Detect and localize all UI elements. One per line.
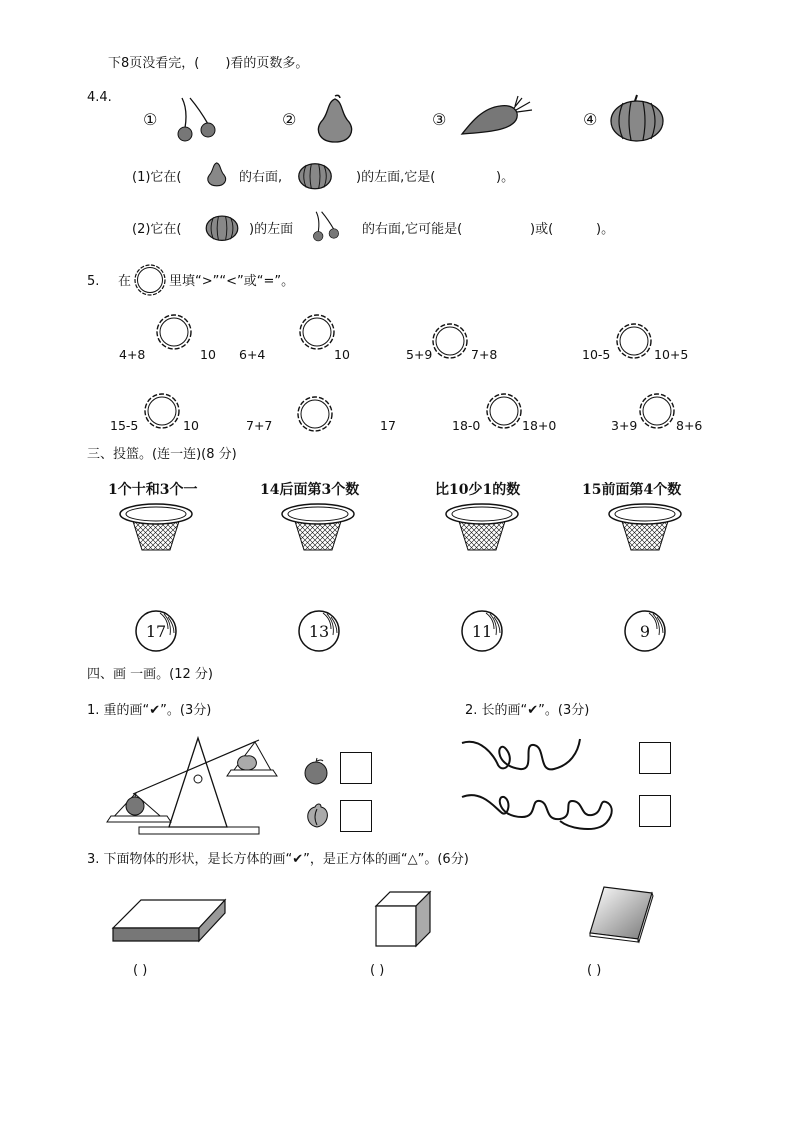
q5-r2-right-4: 8+6 [676,418,703,433]
q5-r2-right-3: 18+0 [522,418,557,433]
answer-paren-2[interactable]: ( ) [370,963,385,978]
answer-box-rope-2[interactable] [639,795,671,827]
answer-circle[interactable] [431,322,469,360]
basket-label-4: 15前面第4个数 [582,482,682,498]
cherry-icon [308,206,342,246]
q5-r1-right-4: 10+5 [654,347,689,362]
ball-11[interactable]: 11 [460,609,504,653]
answer-box-rope-1[interactable] [639,742,671,774]
answer-box-apple[interactable] [340,752,372,784]
top-line: 下8页没看完，( )看的页数多。 [108,56,309,71]
pear-icon [313,92,358,144]
q4-sub1-d: )。 [496,170,515,185]
q5-r1-right-1: 10 [200,347,216,362]
cuboid-icon [111,898,227,944]
q4-sub2-c: 的右面,它可能是( [362,222,463,237]
answer-circle[interactable] [615,322,653,360]
basket-icon[interactable] [444,500,520,552]
sweet-potato-icon [460,94,534,138]
cube-icon [374,890,432,948]
basket-icon[interactable] [118,500,194,552]
answer-circle[interactable] [638,392,676,430]
pumpkin-icon [205,212,239,242]
q5-number: 5. [87,274,100,289]
section4-title: 四、画 一画。(12 分) [87,667,213,682]
q5-r1-left-2: 6+4 [239,347,266,362]
section4-q2: 2. 长的画“✔”。(3分) [465,703,590,718]
q4-sub2-e: )。 [596,222,615,237]
rope-long-icon [460,787,622,833]
answer-circle[interactable] [143,392,181,430]
ball-13[interactable]: 13 [297,609,341,653]
basket-label-1: 1个十和3个一 [108,482,198,498]
q4-sub2-a: (2)它在( [132,222,182,237]
q4-sub1-a: (1)它在( [132,170,182,185]
q5-r2-left-2: 7+7 [246,418,273,433]
pear-icon [205,156,229,190]
basket-icon[interactable] [280,500,356,552]
section3-title: 三、投篮。(连一连)(8 分) [87,447,237,462]
q5-r1-left-3: 5+9 [406,347,433,362]
q5-r2-left-3: 18-0 [452,418,481,433]
q5-r2-left-1: 15-5 [110,418,139,433]
q4-sub2-b: )的左面 [249,222,294,237]
q5-r2-left-4: 3+9 [611,418,638,433]
q5-r1-left-1: 4+8 [119,347,146,362]
q4-sub1-c: )的左面,它是( [356,170,436,185]
answer-circle[interactable] [155,313,193,351]
answer-box-peach[interactable] [340,800,372,832]
answer-circle[interactable] [485,392,523,430]
pumpkin-icon [297,160,333,190]
q5-r1-right-2: 10 [334,347,350,362]
balance-scale-icon [105,734,265,838]
q4-sub1-b: 的右面, [239,170,283,185]
q4-sub2-d: )或( [530,222,554,237]
rope-short-icon [460,735,585,777]
book-icon [586,885,656,943]
q4-label-2: ② [282,110,297,129]
cherry-icon [170,96,220,142]
q4-label-4: ④ [583,110,598,129]
peach-icon [303,799,331,829]
answer-paren-3[interactable]: ( ) [587,963,602,978]
q5-r1-left-4: 10-5 [582,347,611,362]
apple-icon [303,757,329,785]
basket-label-3: 比10少1的数 [435,482,521,498]
pumpkin-icon [609,95,665,143]
ball-17[interactable]: 17 [134,609,178,653]
ball-9[interactable]: 9 [623,609,667,653]
q4-label-3: ③ [432,110,447,129]
q4-label-1: ① [143,110,158,129]
basket-label-2: 14后面第3个数 [260,482,360,498]
q5-r1-right-3: 7+8 [471,347,498,362]
q4-number: 4.4. [87,90,112,105]
answer-circle[interactable] [296,395,334,433]
section4-q3: 3. 下面物体的形状，是长方体的画“✔”，是正方体的画“△”。(6分) [87,852,469,867]
flower-circle-icon [133,263,167,297]
q5-r2-right-1: 10 [183,418,199,433]
answer-paren-1[interactable]: ( ) [133,963,148,978]
section4-q1: 1. 重的画“✔”。(3分) [87,703,212,718]
q5-prefix: 在 [118,274,132,289]
q5-suffix: 里填“>”“<”或“=”。 [169,274,295,289]
q5-r2-right-2: 17 [380,418,396,433]
answer-circle[interactable] [298,313,336,351]
basket-icon[interactable] [607,500,683,552]
